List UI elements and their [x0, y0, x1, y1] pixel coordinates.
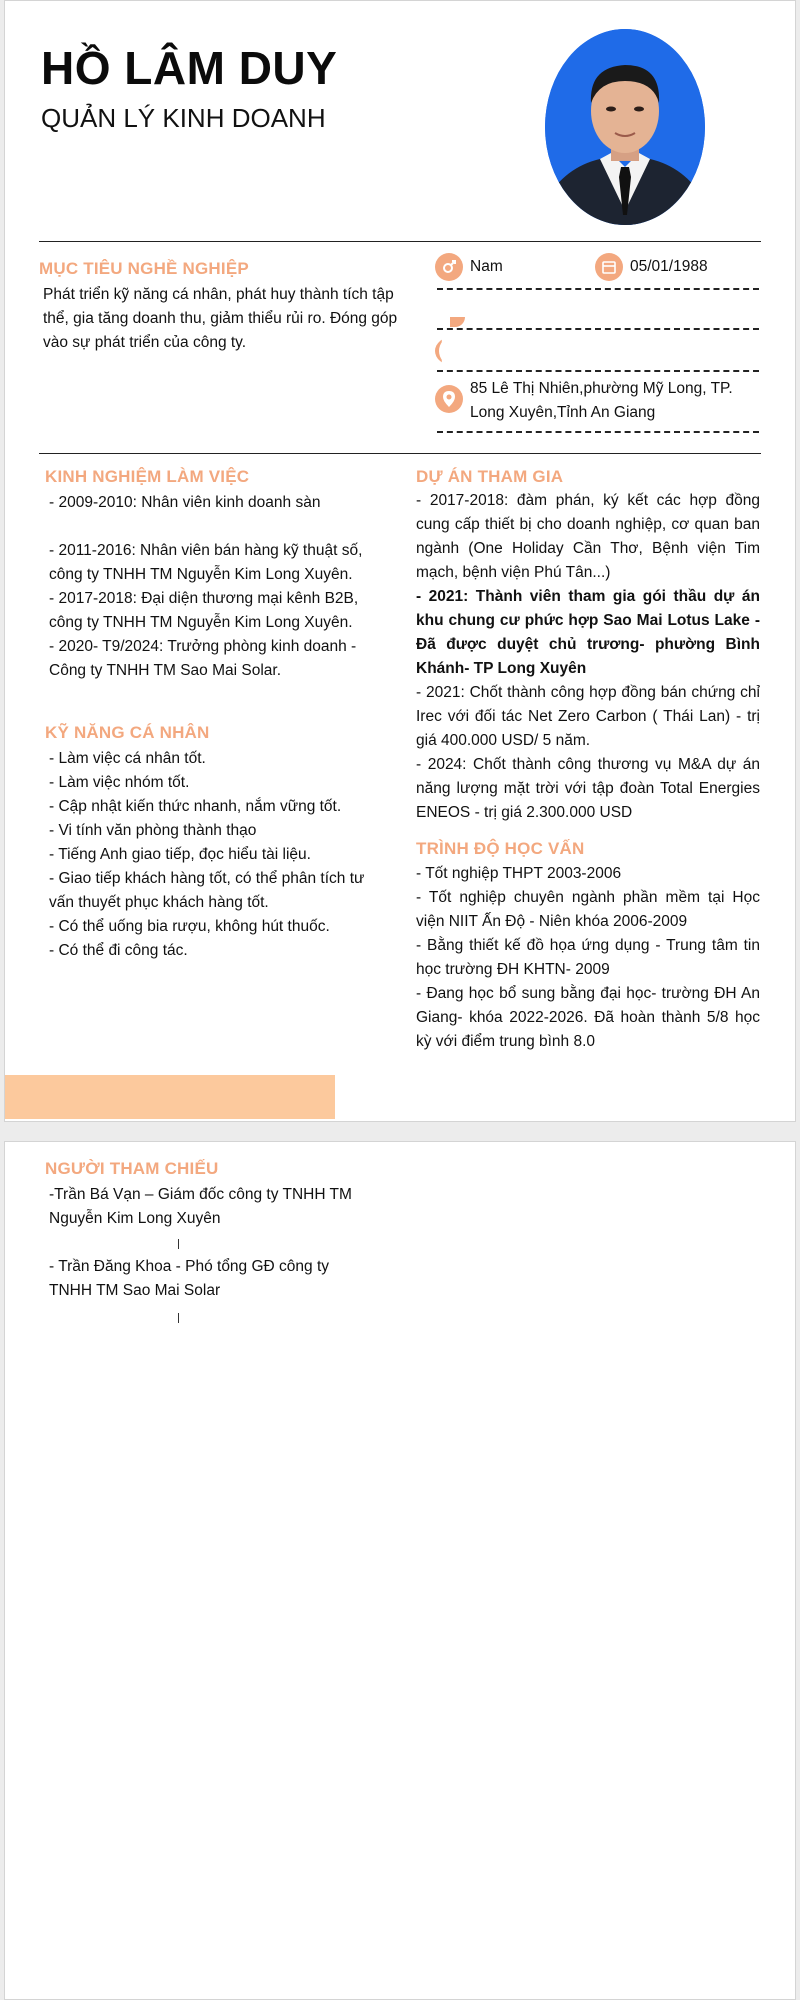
full-name: HỒ LÂM DUY: [41, 42, 338, 94]
skill-item: - Có thể uống bia rượu, không hút thuốc.: [49, 918, 330, 935]
address-value: 85 Lê Thị Nhiên,phường Mỹ Long, TP. Long Xuyên,Tỉnh An Giang: [470, 380, 733, 421]
text-cursor-mark: [178, 1313, 179, 1323]
project-item: - 2017-2018: đàm phán, ký kết các hợp đồng cung cấp thiết bị cho doanh nghiệp, cơ quan ban ngành (One Holiday Cần Thơ, Bệnh viện Tim mạch, bệnh viện Phú Tân...): [416, 492, 760, 581]
experience-item: - 2017-2018: Đại diện thương mại kênh B2B, công ty TNHH TM Nguyễn Kim Long Xuyên.: [49, 590, 359, 631]
skill-item: - Làm việc cá nhân tốt.: [49, 750, 206, 767]
experience-spacer: [49, 515, 379, 539]
projects-list: [416, 489, 760, 825]
project-item: - 2021: Chốt thành công hợp đồng bán chứng chỉ Irec với đối tác Net Zero Carbon ( Thái Lan) - trị giá 400.000 USD/ 5 năm.: [416, 684, 760, 749]
birthdate-value: 05/01/1988: [630, 258, 708, 275]
email-icon: [435, 337, 469, 365]
footer-accent-bar: [5, 1075, 335, 1119]
calendar-icon: [595, 253, 623, 281]
project-item: - 2024: Chốt thành công thương vụ M&A dự án năng lượng mặt trời với tập đoàn Total Energies ENEOS - trị giá 2.300.000 USD: [416, 756, 760, 821]
experience-heading: KINH NGHIỆM LÀM VIỆC: [45, 467, 250, 486]
education-item: - Bằng thiết kế đồ họa ứng dụng - Trung tâm tin học trường ĐH KHTN- 2009: [416, 937, 760, 978]
career-objective-text: Phát triển kỹ năng cá nhân, phát huy thành tích tập thể, gia tăng doanh thu, giảm thiểu rủi ro. Đóng góp vào sự phát triển của công ty.: [43, 286, 398, 351]
info-divider-2: [437, 328, 759, 330]
gender-value: Nam: [470, 258, 503, 275]
experience-item: - 2009-2010: Nhân viên kinh doanh sàn: [49, 494, 321, 511]
project-item: - 2021: Thành viên tham gia gói thầu dự án khu chung cư phức hợp Sao Mai Lotus Lake - Đã được duyệt chủ trương- phường Bình Khánh- TP Long Xuyên: [416, 588, 760, 677]
experience-list: [49, 491, 379, 683]
info-divider-1: [437, 288, 759, 290]
job-title: QUẢN LÝ KINH DOANH: [41, 103, 326, 133]
experience-item: - 2011-2016: Nhân viên bán hàng kỹ thuật số, công ty TNHH TM Nguyễn Kim Long Xuyên.: [49, 542, 363, 583]
profile-photo: [545, 29, 705, 225]
resume-page-2: [4, 1141, 796, 2000]
education-item: - Tốt nghiệp THPT 2003-2006: [416, 865, 622, 882]
projects-heading: DỰ ÁN THAM GIA: [416, 467, 564, 486]
education-item: - Tốt nghiệp chuyên ngành phần mềm tại Học viện NIIT Ấn Độ - Niên khóa 2006-2009: [416, 889, 760, 930]
skill-item: - Làm việc nhóm tốt.: [49, 774, 190, 791]
gender-icon: [435, 253, 463, 281]
location-pin-icon: [435, 385, 463, 413]
text-cursor-mark: [178, 1239, 179, 1249]
portrait-image: [545, 29, 705, 225]
experience-item: - 2020- T9/2024: Trưởng phòng kinh doanh - Công ty TNHH TM Sao Mai Solar.: [49, 638, 357, 679]
header-divider: [39, 241, 761, 242]
reference-item: - Trần Đăng Khoa - Phó tổng GĐ công ty TNHH TM Sao Mai Solar: [49, 1258, 330, 1299]
education-list: [416, 862, 760, 1054]
career-objective-heading: MỤC TIÊU NGHỀ NGHIỆP: [39, 259, 249, 278]
references-heading: NGƯỜI THAM CHIẾU: [45, 1159, 219, 1178]
section-divider: [39, 453, 761, 454]
skill-item: - Giao tiếp khách hàng tốt, có thể phân tích tư vấn thuyết phục khách hàng tốt.: [49, 870, 365, 911]
skill-item: - Tiếng Anh giao tiếp, đọc hiểu tài liệu.: [49, 846, 311, 863]
skill-item: - Có thể đi công tác.: [49, 942, 188, 959]
education-item: - Đang học bổ sung bằng đại học- trường ĐH An Giang- khóa 2022-2026. Đã hoàn thành 5/8 học kỳ với điểm trung bình 8.0: [416, 985, 760, 1050]
references-list: [49, 1183, 369, 1303]
info-divider-3: [437, 370, 759, 372]
reference-item: -Trần Bá Vạn – Giám đốc công ty TNHH TM Nguyễn Kim Long Xuyên: [49, 1186, 352, 1227]
resume-page-1: [4, 0, 796, 1122]
education-heading: TRÌNH ĐỘ HỌC VẤN: [416, 839, 585, 858]
info-divider-4: [437, 431, 759, 433]
skills-heading: KỸ NĂNG CÁ NHÂN: [45, 723, 210, 742]
skill-item: - Vi tính văn phòng thành thạo: [49, 822, 257, 839]
skills-list: [49, 747, 379, 963]
reference-spacer: [49, 1231, 369, 1255]
skill-item: - Cập nhật kiến thức nhanh, nắm vững tốt.: [49, 798, 342, 815]
phone-icon: [435, 317, 465, 327]
